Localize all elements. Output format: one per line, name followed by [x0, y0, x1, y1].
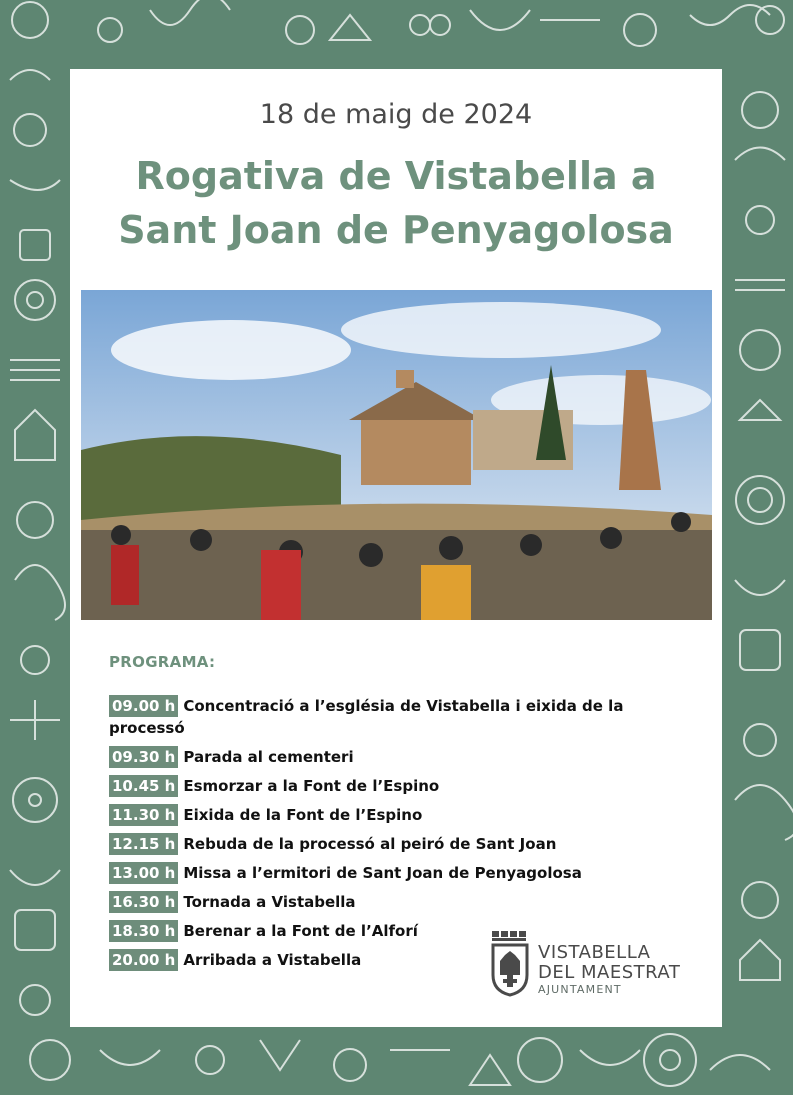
schedule-item — [109, 775, 649, 797]
poster-card — [70, 69, 722, 1027]
time-badge: 18.30 h — [109, 920, 178, 942]
time-badge: 16.30 h — [109, 891, 178, 913]
event-description: Arribada a Vistabella — [183, 951, 362, 969]
schedule-item — [109, 862, 649, 884]
event-description: Missa a l’ermitori de Sant Joan de Penyagolosa — [183, 864, 582, 882]
municipal-logo — [490, 929, 700, 999]
schedule-item — [109, 833, 649, 855]
logo-line-3: AJUNTAMENT — [538, 983, 622, 996]
title-line-1: Rogativa de Vistabella a — [135, 154, 657, 198]
event-description: Esmorzar a la Font de l’Espino — [183, 777, 440, 795]
event-description: Concentració a l’església de Vistabella i eixida de la processó — [109, 697, 624, 737]
time-badge: 12.15 h — [109, 833, 178, 855]
schedule-item — [109, 695, 639, 739]
time-badge: 10.45 h — [109, 775, 178, 797]
schedule-item — [109, 746, 649, 768]
event-description: Berenar a la Font de l’Alforí — [183, 922, 418, 940]
time-badge: 13.00 h — [109, 862, 178, 884]
schedule-item — [109, 804, 649, 826]
time-badge: 09.00 h — [109, 695, 178, 717]
event-description: Rebuda de la processó al peiró de Sant Joan — [183, 835, 557, 853]
schedule-item — [109, 891, 649, 913]
time-badge: 11.30 h — [109, 804, 178, 826]
event-description: Tornada a Vistabella — [183, 893, 356, 911]
title-line-2: Sant Joan de Penyagolosa — [118, 208, 674, 252]
time-badge: 20.00 h — [109, 949, 178, 971]
event-date: 18 de maig de 2024 — [259, 99, 533, 130]
coat-of-arms-icon — [490, 931, 530, 997]
time-badge: 09.30 h — [109, 746, 178, 768]
event-description: Eixida de la Font de l’Espino — [183, 806, 423, 824]
logo-text — [538, 943, 680, 997]
hermitage-photo — [81, 290, 712, 620]
program-heading: PROGRAMA: — [109, 653, 216, 671]
logo-line-1: VISTABELLA — [538, 942, 651, 963]
logo-line-2: DEL MAESTRAT — [538, 962, 681, 983]
event-description: Parada al cementeri — [183, 748, 354, 766]
poster-title — [90, 149, 702, 257]
